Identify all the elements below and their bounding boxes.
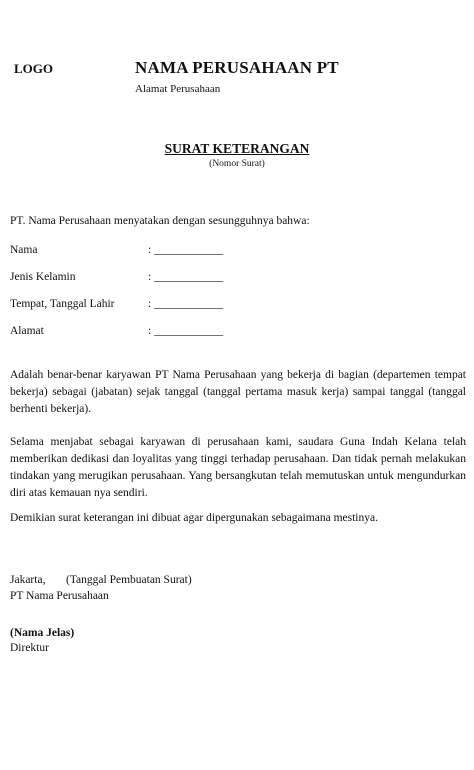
intro-statement: PT. Nama Perusahaan menyatakan dengan sesungguhnya bahwa: [10,215,310,227]
employment-paragraph: Adalah benar-benar karyawan PT Nama Perusahaan yang bekerja di bagian (departemen tempat bekerja) sebagai (jabatan) sejak tanggal (tanggal pertama masuk kerja) sampai tanggal (tanggal berhenti bekerja). [10,369,466,415]
field-label-alamat: Alamat [10,325,44,337]
signer-position: Direktur [10,642,49,654]
company-logo: LOGO [14,61,54,76]
field-value-nama: : ____________ [148,244,224,256]
field-value-jenis-kelamin: : ____________ [148,271,224,283]
signature-place: Jakarta, [10,574,46,586]
company-name: NAMA PERUSAHAAN PT [135,58,339,77]
field-label-jenis-kelamin: Jenis Kelamin [10,271,76,283]
field-value-tempat-tanggal-lahir: : ____________ [148,298,224,310]
field-label-nama: Nama [10,244,38,256]
company-address: Alamat Perusahaan [135,83,221,95]
field-label-tempat-tanggal-lahir: Tempat, Tanggal Lahir [10,298,115,310]
signer-name: (Nama Jelas) [10,627,75,639]
service-paragraph: Selama menjabat sebagai karyawan di perusahaan kami, saudara Guna Indah Kelana telah memberikan dedikasi dan loyalitas yang tinggi terhadap perusahaan. Dan tidak pernah melakukan tindakan yang merugikan perusahaan. Yang bersangkutan telah memutuskan untuk mengundurkan diri atas kemauan nya sendiri. [10,436,466,499]
signature-date: (Tanggal Pembuatan Surat) [66,574,192,586]
letter-number: (Nomor Surat) [209,159,265,169]
signature-company: PT Nama Perusahaan [10,590,109,602]
closing-statement: Demikian surat keterangan ini dibuat agar dipergunakan sebagaimana mestinya. [10,512,378,524]
letter-title: SURAT KETERANGAN [164,141,310,156]
field-value-alamat: : ____________ [148,325,224,337]
